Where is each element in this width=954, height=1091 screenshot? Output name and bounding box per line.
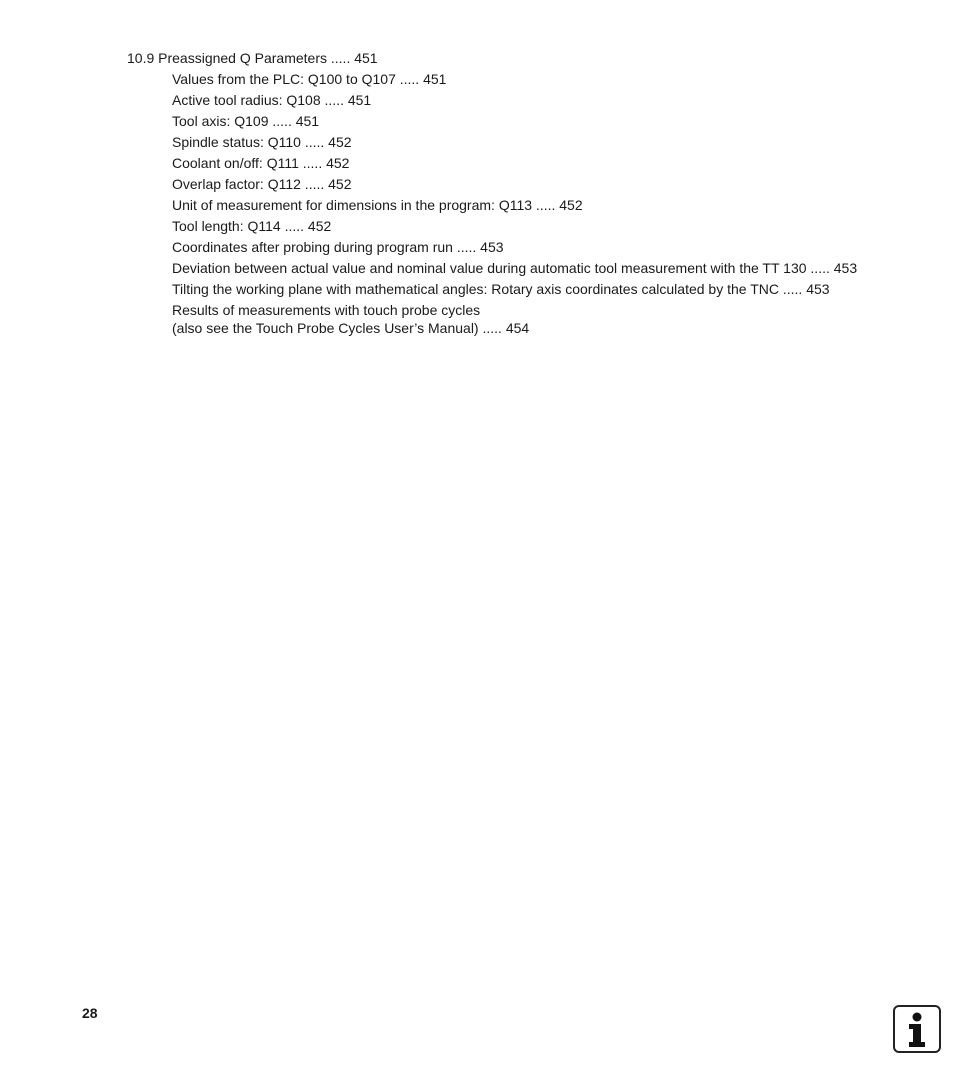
- toc-section-heading[interactable]: 10.9 Preassigned Q Parameters ..... 451: [127, 50, 378, 66]
- info-icon: [893, 1005, 941, 1053]
- toc-entry-text: Overlap factor: Q112 ..... 452: [172, 176, 352, 192]
- toc-entry[interactable]: [172, 155, 927, 172]
- toc-entry-text: Unit of measurement for dimensions in the program: Q113 ..... 452: [172, 197, 583, 213]
- table-of-contents: [127, 50, 927, 341]
- toc-entry[interactable]: [172, 302, 927, 337]
- info-icon-glyph: [895, 1007, 939, 1051]
- toc-entry[interactable]: [172, 134, 927, 151]
- toc-entry-text-continuation: (also see the Touch Probe Cycles User’s Manual) ..... 454: [172, 320, 530, 336]
- toc-entry[interactable]: [172, 281, 927, 298]
- toc-entry[interactable]: [172, 197, 927, 214]
- toc-entry-text: Values from the PLC: Q100 to Q107 ..... 451: [172, 71, 447, 87]
- toc-entry-text: Tilting the working plane with mathematical angles: Rotary axis coordinates calculated by the TNC ..... 453: [172, 281, 830, 297]
- toc-entry-list: [127, 71, 927, 337]
- toc-entry[interactable]: [172, 71, 927, 88]
- toc-entry[interactable]: [172, 92, 927, 109]
- toc-entry-text: Coolant on/off: Q111 ..... 452: [172, 155, 350, 171]
- toc-entry-text: Spindle status: Q110 ..... 452: [172, 134, 352, 150]
- toc-entry-text: Tool length: Q114 ..... 452: [172, 218, 332, 234]
- toc-entry-text: Active tool radius: Q108 ..... 451: [172, 92, 372, 108]
- toc-entry-text: Coordinates after probing during program run ..... 453: [172, 239, 504, 255]
- toc-entry-text: Deviation between actual value and nominal value during automatic tool measurement with the TT 130 ..... 453: [172, 260, 858, 276]
- toc-entry[interactable]: [172, 176, 927, 193]
- toc-entry[interactable]: [172, 113, 927, 130]
- toc-entry[interactable]: [172, 260, 927, 277]
- toc-entry-text: Results of measurements with touch probe cycles: [172, 302, 481, 318]
- toc-entry[interactable]: [172, 239, 927, 256]
- toc-entry[interactable]: [172, 218, 927, 235]
- toc-entry-text: Tool axis: Q109 ..... 451: [172, 113, 320, 129]
- page-number: 28: [82, 1005, 98, 1021]
